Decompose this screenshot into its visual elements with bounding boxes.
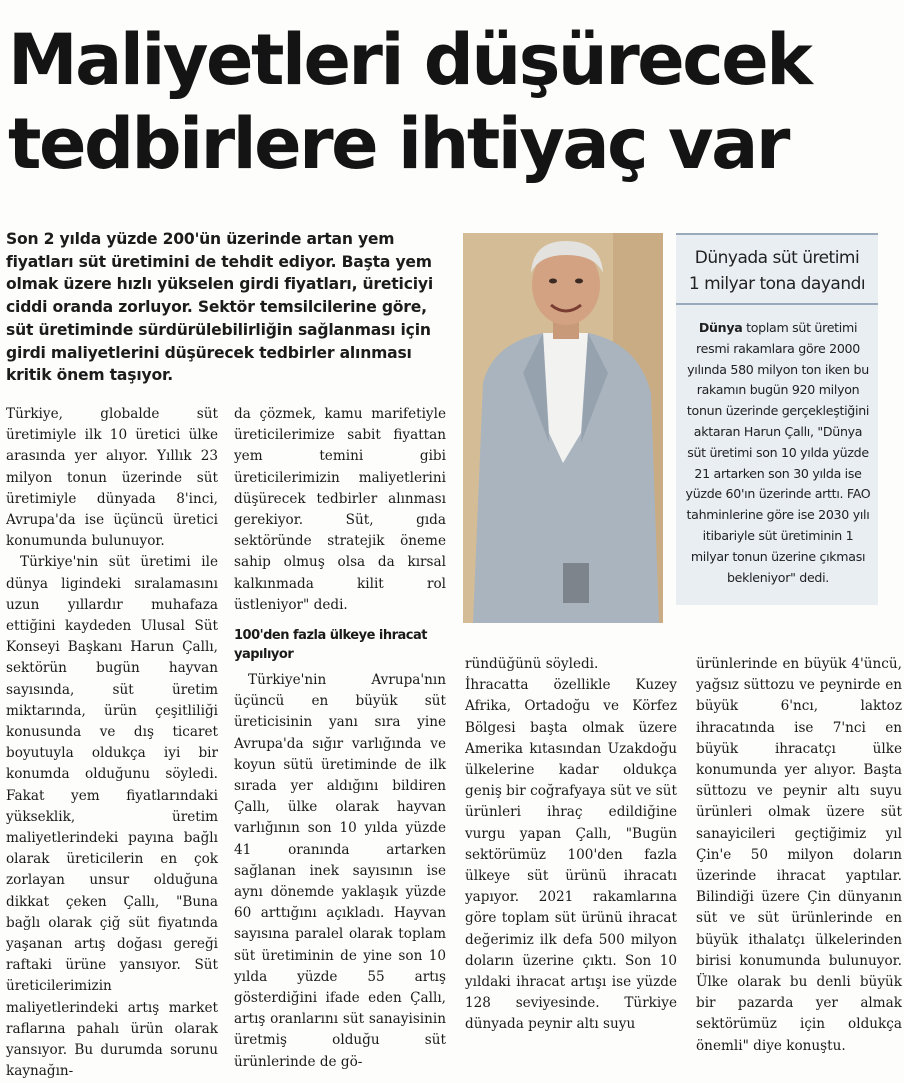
article-column-1 [6,404,218,1083]
column-3-paragraph-2: İhracatta özellikle Kuzey Afrika, Ortadoğu ve Körfez Bölgesi başta olmak üzere Amerika kıtasından Uzakdoğu ülkelerine kadar oldukça geniş bir coğrafyaya süt ve süt ürünleri ihraç edildiğine vurgu yapan Çallı, "Bugün sektörümüz 100'den fazla ülkeye süt ürünü ihracatı yapıyor. 2021 rakamlarına göre toplam süt ürünü ihracat değerimiz ilk defa 500 milyon doların üzerine çıktı. Son 10 yıldaki ihracat artışı ise yüzde 128 seviyesinde. Türkiye dünyada peynir altı suyu [465,677,677,1033]
article-column-3 [465,654,677,1036]
info-box [676,233,878,605]
portrait-photo [463,233,663,623]
info-box-body: toplam süt üretimi resmi rakamlara göre 2000 yılında 580 milyon ton iken bu rakamın bugün 920 milyon tonun üzerinde gerçekleştiğini aktaran Harun Çallı, "Dünya süt üretimi son 10 yılda yüzde 21 artarken son 30 yılda ise yüzde 60'ın üzerinde arttı. FAO tahminlerine göre ise 2030 yılı itibariyle süt üretiminin 1 milyar tonun üzerine çıkması bekleniyor" dedi. [685,320,871,585]
info-box-lead-word: Dünya [698,320,743,335]
portrait-figure [463,233,663,623]
column-2-paragraph-1: da çözmek, kamu marifetiyle üreticilerimize sabit fiyattan yem temini gibi üreticilerimizin maliyetlerini düşürecek tedbirler alınması gerekiyor. Süt, gıda sektöründe stratejik öneme sahip olmuş olsa da kırsal kalkınmada kilit rol üstleniyor" dedi. [234,406,446,613]
headline-line-2: tedbirlere ihtiyaç var [8,103,788,185]
info-box-title [676,233,878,305]
article-column-4 [696,654,902,1057]
column-1-paragraph-1: Türkiye, globalde süt üretimiyle ilk 10 üretici ülke arasında yer alıyor. Yıllık 23 milyon tonun üzerinde süt üretimiyle dünyada 8'inci, Avrupa'da ise üçüncü üretici konumunda bulunuyor. [6,406,218,550]
info-box-title-line-2: 1 milyar tona dayandı [688,274,866,294]
lead-paragraph: Son 2 yılda yüzde 200'ün üzerinde artan yem fiyatları süt üretimini de tehdit ediyor. Başta yem olmak üzere hızlı yükselen girdi fiyatları, üreticiyi ciddi oranda zorluyor. Sektör temsilcilerine göre, süt üretiminde sürdürülebilirliğin sağlanması için girdi maliyetlerini düşürecek tedbirler alınması kritik önem taşıyor. [6,230,433,385]
info-box-title-line-1: Dünyada süt üretimi [694,248,860,268]
column-4-paragraph-1: ürünlerinde en büyük 4'üncü, yağsız süttozu ve peynirde en büyük 6'ncı, laktoz ihracatında ise 7'nci en büyük ihracatçı ülke konumunda yer alıyor. Başta süttozu ve peynir altı suyu ürünleri olmak üzere süt sanayicileri geçtiğimiz yıl Çin'e 50 milyon doların üzerinde ihracat yaptılar. Bilindiği üzere Çin dünyanın süt ve süt ürünlerinde en büyük ithalatçı ülkelerinden birisi konumunda bulunuyor. Ülke olarak bu denli büyük bir pazarda yer almak sektörümüz için oldukça önemli" diye konuştu. [696,656,902,1054]
column-2-paragraph-2: Türkiye'nin Avrupa'nın üçüncü en büyük süt üreticisinin yanı sıra yine Avrupa'da sığır varlığında ve koyun sütü üretiminde de ilk sırada yer aldığını bildiren Çallı, ülke olarak hayvan varlığının son 10 yılda yüzde 41 oranında artarken sağlanan inek sayısının ise aynı dönemde yaklaşık yüzde 60 arttığını açıkladı. Hayvan sayısına paralel olarak toplam süt üretiminin de yine son 10 yılda yüzde 55 artış gösterdiğini ifade eden Çallı, artış oranlarını süt sanayisinin üretmiş olduğu süt ürünlerinde de gö- [234,672,446,1070]
headline-line-1: Maliyetleri düşürecek [8,19,811,101]
column-1-paragraph-2: Türkiye'nin süt üretimi ile dünya ligindeki sıralamasını uzun yıllardır muhafaza ettiğini kaydeden Ulusal Süt Konseyi Başkanı Harun Çallı, sektörün bugün hayvan sayısında, süt üretim miktarında, ürün çeşitliliği konusunda ve dış ticaret boyutuyla oldukça iyi bir konumda olduğunu söyledi. Fakat yem fiyatlarındaki yükseklik, üretim maliyetlerindeki payına bağlı olarak üreticilerin en çok zorlayan unsur olduğuna dikkat çeken Çallı, "Buna bağlı olarak çiğ süt fiyatında yaşanan artış doğası gereği raftaki ürüne yansıyor. Süt üreticilerimizin maliyetlerindeki artış market raflarına pahalı ürün olarak yansıyor. Bu durumda sorunu kaynağın- [6,554,218,1080]
headline [8,18,898,186]
info-box-text [684,318,872,588]
article-column-2 [234,404,446,1073]
column-3-paragraph-1: ründüğünü söyledi. [465,656,599,672]
subheading: 100'den fazla ülkeye ihracat yapılıyor [234,628,427,663]
